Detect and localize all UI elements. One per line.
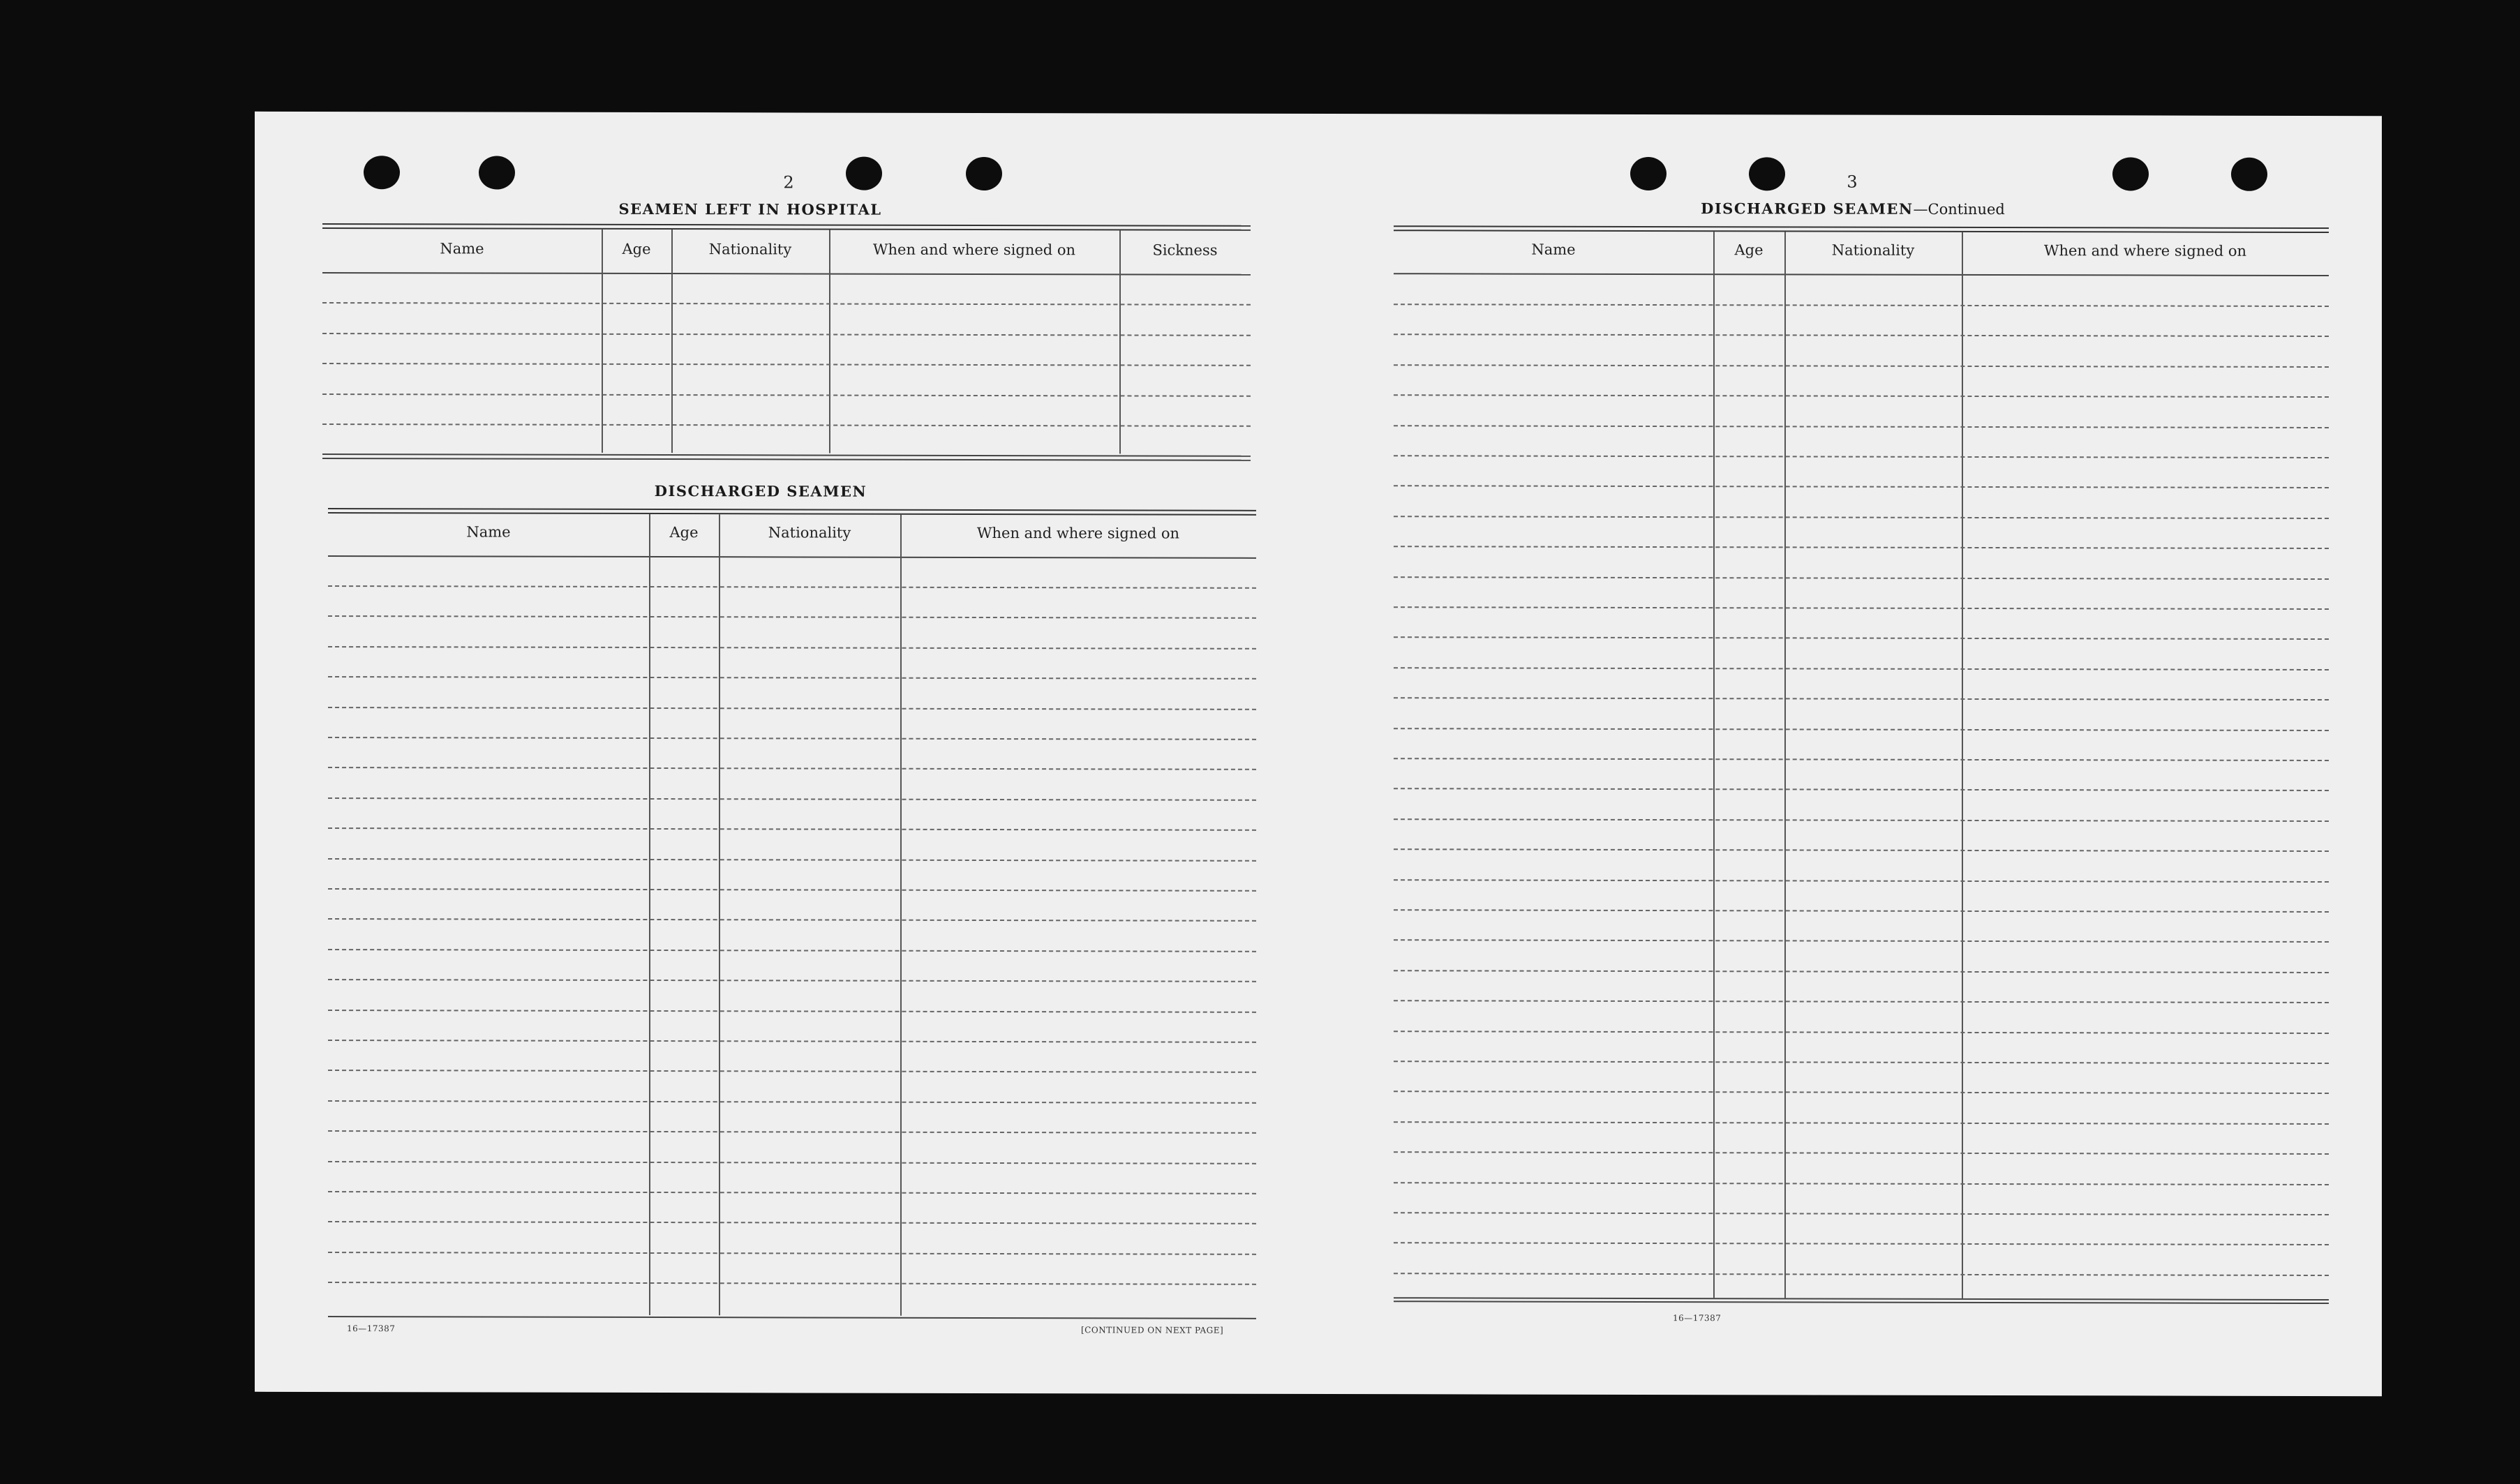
punch-hole [364, 156, 400, 189]
table-row [1394, 1273, 2329, 1276]
table-row [322, 424, 1251, 427]
punch-hole [2112, 157, 2149, 190]
table-row [328, 1191, 1256, 1194]
table-row [1394, 486, 2329, 489]
table-row [1394, 1212, 2329, 1215]
table-row [328, 1282, 1256, 1285]
table-row [328, 949, 1256, 952]
table-row [328, 615, 1256, 619]
table-row [1394, 1091, 2329, 1095]
table-row [322, 363, 1251, 366]
table-row [328, 918, 1256, 922]
table-row [328, 646, 1256, 650]
table-row [1394, 758, 2329, 761]
discharged-section-title: DISCHARGED SEAMEN [654, 482, 867, 500]
table-row [1394, 697, 2329, 700]
column-header-name: Name [1531, 241, 1576, 258]
hospital-section-title: SEAMEN LEFT IN HOSPITAL [618, 200, 882, 218]
table-row [1394, 940, 2329, 943]
continued-note: [CONTINUED ON NEXT PAGE] [1081, 1325, 1224, 1335]
table-row [328, 858, 1256, 862]
table-row [1394, 970, 2329, 973]
table-row [328, 585, 1256, 589]
column-header-age: Age [1734, 241, 1764, 259]
punch-hole [966, 157, 1002, 190]
column-header-nationality: Nationality [708, 241, 792, 258]
table-row [1394, 788, 2329, 792]
table-row [328, 767, 1256, 770]
table-row [1394, 1030, 2329, 1034]
table-row [328, 707, 1256, 710]
column-header-nationality: Nationality [768, 524, 851, 541]
column-header-nationality: Nationality [1831, 241, 1915, 259]
column-header-signed-on: When and where signed on [976, 524, 1180, 542]
table-row [1394, 576, 2329, 580]
table-row [1394, 848, 2329, 852]
discharged-continued-title [1623, 200, 2083, 218]
table-row [328, 1252, 1256, 1255]
table-row [328, 676, 1256, 680]
table-row [328, 797, 1256, 801]
hospital-table [322, 223, 1251, 463]
table-row [1394, 334, 2329, 338]
table-row [1394, 1060, 2329, 1064]
page-number: 3 [1847, 172, 1858, 192]
table-row [1394, 455, 2329, 458]
column-header-name: Name [440, 240, 484, 257]
punch-hole [2231, 158, 2267, 191]
table-row [1394, 394, 2329, 398]
table-row [1394, 546, 2329, 549]
table-row [1394, 1243, 2329, 1246]
table-row [328, 1130, 1256, 1134]
column-header-signed-on: When and where signed on [2043, 242, 2247, 260]
discharged-table [328, 508, 1256, 1326]
form-number: 16—17387 [347, 1324, 396, 1334]
table-row [1394, 1000, 2329, 1003]
table-row [328, 1010, 1256, 1013]
table-row [328, 979, 1256, 982]
left-page [255, 112, 2382, 1335]
table-row [328, 1100, 1256, 1104]
table-row [1394, 425, 2329, 428]
table-row [328, 827, 1256, 831]
column-header-signed-on: When and where signed on [872, 241, 1076, 259]
form-number: 16—17387 [1673, 1313, 1722, 1324]
table-row [1394, 637, 2329, 640]
table-row [328, 1070, 1256, 1073]
table-row [1394, 909, 2329, 913]
table-row [1394, 1151, 2329, 1155]
table-row [1394, 728, 2329, 731]
table-row [328, 1221, 1256, 1224]
table-row [322, 394, 1251, 397]
punch-hole [1630, 157, 1667, 190]
punch-hole [1749, 157, 1785, 190]
punch-hole [479, 156, 515, 189]
column-header-sickness: Sickness [1152, 241, 1218, 259]
table-row [1394, 818, 2329, 822]
table-row [1394, 667, 2329, 670]
table-row [1394, 606, 2329, 610]
table-row [328, 1040, 1256, 1043]
table-row [1394, 303, 2329, 307]
discharged-continued-table [1394, 225, 2329, 1309]
page-number: 2 [783, 172, 794, 193]
column-header-name: Name [466, 523, 511, 541]
table-row [1394, 1121, 2329, 1125]
table-row [328, 888, 1256, 892]
table-row [328, 737, 1256, 740]
table-row [1394, 516, 2329, 519]
table-row [1394, 1182, 2329, 1185]
punch-hole [846, 157, 882, 190]
column-header-age: Age [622, 240, 651, 257]
continued-label: —Continued [1913, 200, 2005, 218]
table-row [322, 302, 1251, 306]
table-row [1394, 364, 2329, 368]
table-row [322, 333, 1251, 336]
discharged-title: DISCHARGED SEAMEN [1701, 200, 1914, 218]
ledger-sheet [255, 112, 2382, 1396]
column-header-age: Age [669, 524, 699, 541]
table-row [328, 1161, 1256, 1164]
table-row [1394, 879, 2329, 883]
